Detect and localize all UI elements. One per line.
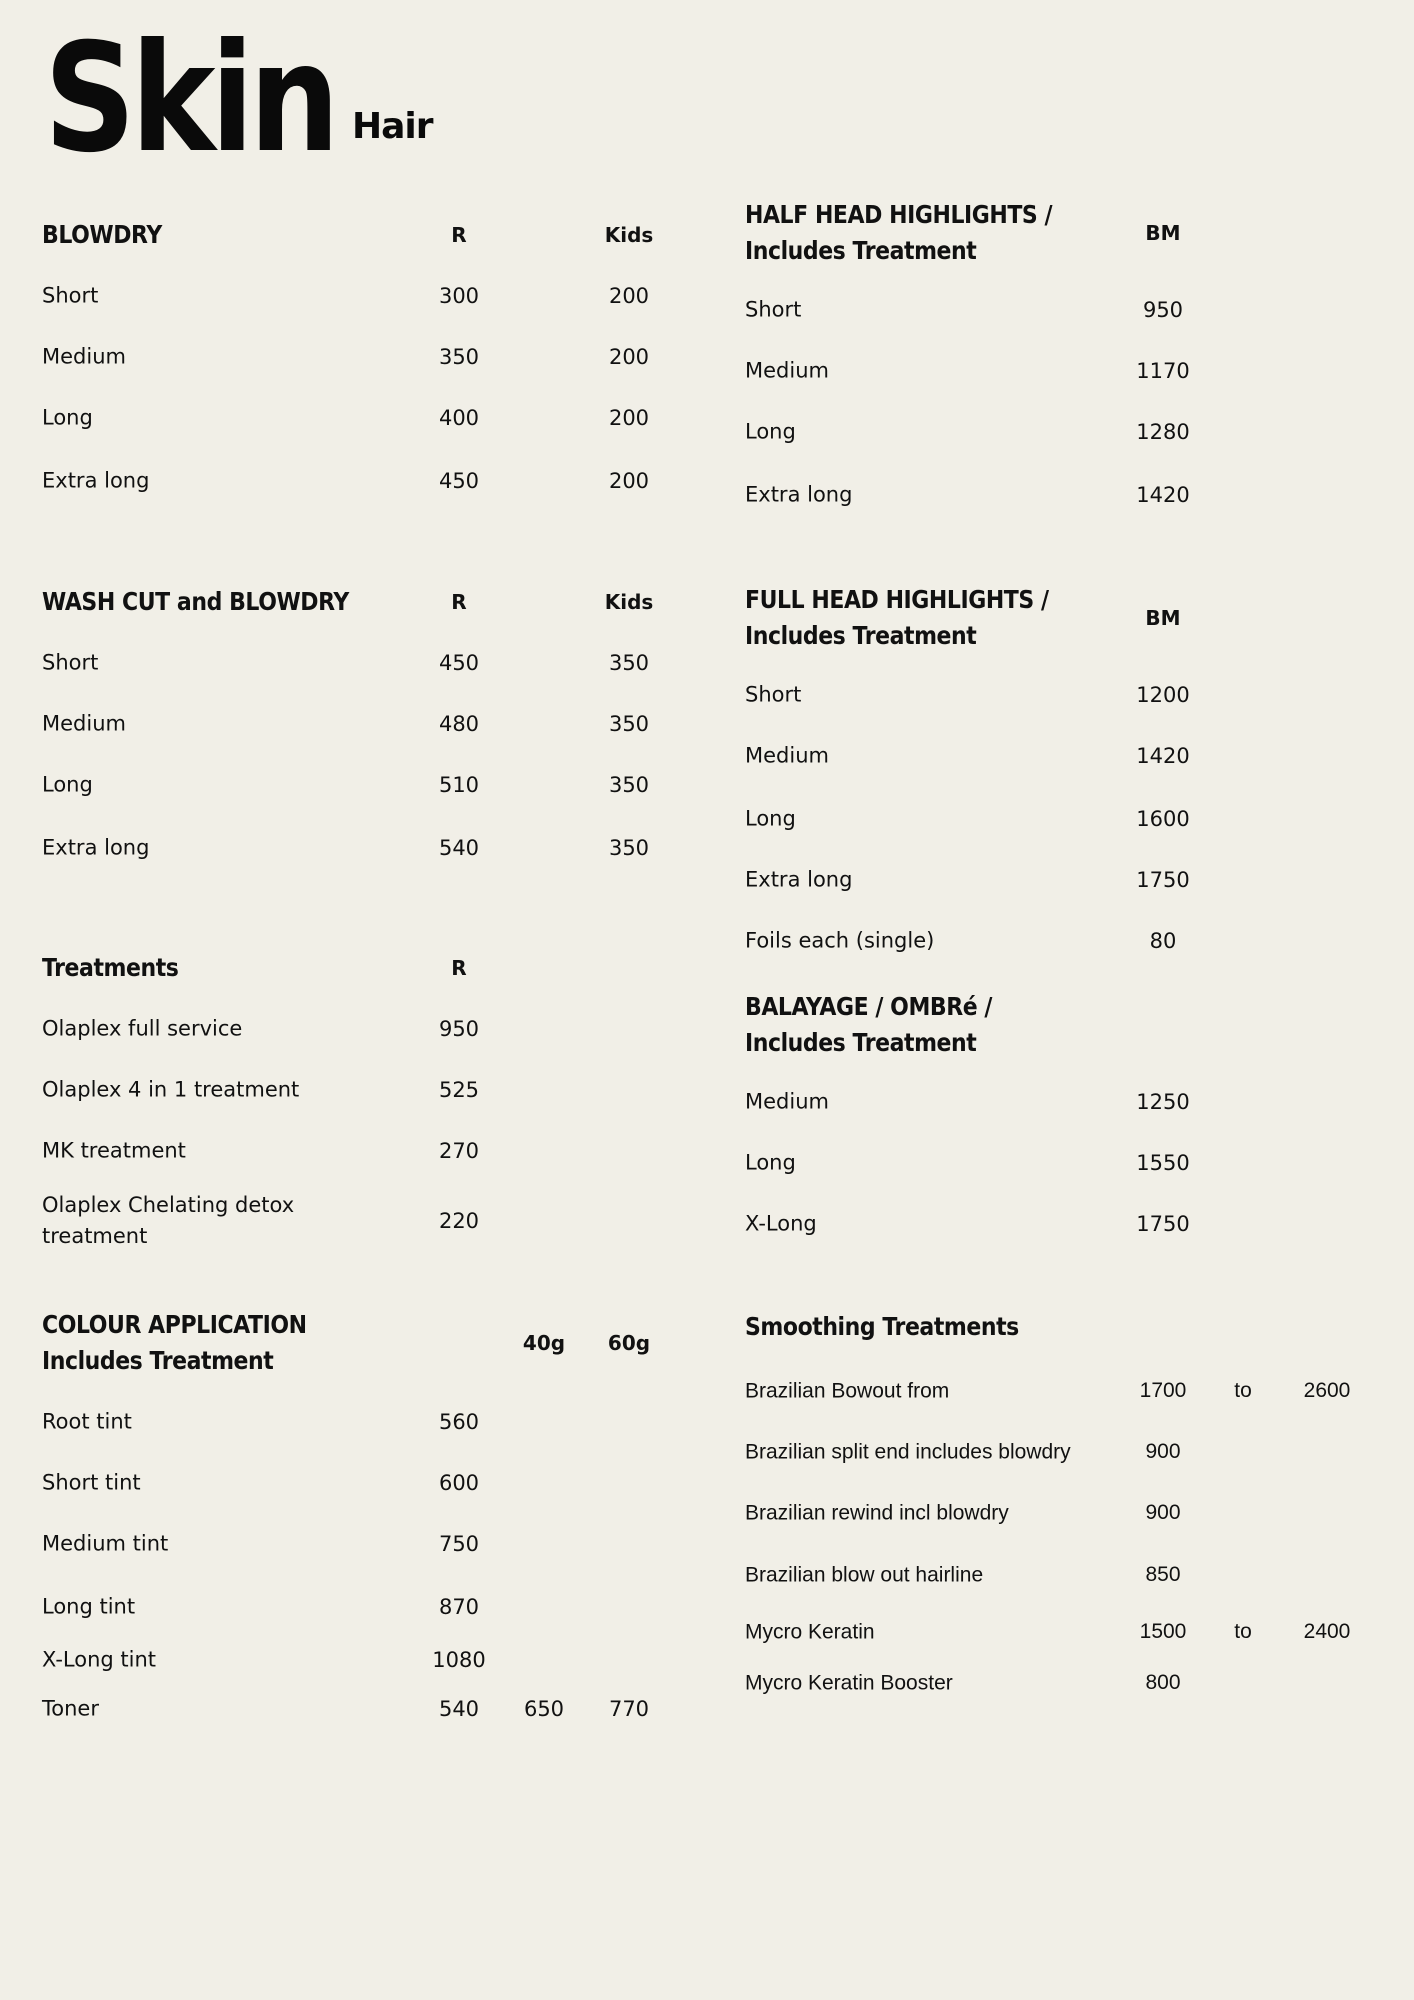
item-label: Short xyxy=(745,297,802,322)
item-price: 950 xyxy=(438,1017,480,1041)
item-label: Toner xyxy=(42,1696,99,1721)
item-label: Extra long xyxy=(745,867,853,892)
item-price: 650 xyxy=(523,1697,565,1721)
item-label: Olaplex full service xyxy=(42,1016,243,1041)
item-price: 560 xyxy=(438,1410,480,1434)
item-price: 900 xyxy=(1145,1501,1181,1524)
item-label: Mycro Keratin xyxy=(745,1620,875,1644)
item-price: 950 xyxy=(1142,298,1184,322)
item-price: 450 xyxy=(438,651,480,675)
section-title-line: Treatments xyxy=(42,953,179,982)
item-price: 1170 xyxy=(1136,359,1190,383)
item-label: Long xyxy=(745,1150,796,1175)
item-price: 1600 xyxy=(1136,807,1190,831)
brand-subtitle: Hair xyxy=(352,106,433,147)
item-label: Medium xyxy=(745,1089,829,1114)
item-price: 450 xyxy=(438,469,480,493)
item-price: 200 xyxy=(608,284,650,308)
item-label: Brazilian Bowout from xyxy=(745,1379,950,1403)
range-separator: to xyxy=(1234,1620,1252,1643)
column-header: Kids xyxy=(604,590,654,614)
item-price: 200 xyxy=(608,469,650,493)
item-price: 1420 xyxy=(1136,483,1190,507)
item-label: Short xyxy=(42,283,99,308)
item-price: 300 xyxy=(438,284,480,308)
item-label: Extra long xyxy=(42,468,150,493)
item-price: 1280 xyxy=(1136,420,1190,444)
section-title-line: Includes Treatment xyxy=(745,1028,977,1057)
item-label: Medium xyxy=(42,711,126,736)
column-header: BM xyxy=(1145,221,1181,245)
section-title-line: HALF HEAD HIGHLIGHTS / xyxy=(745,200,1053,229)
item-price: 1080 xyxy=(432,1648,486,1672)
item-label: Long xyxy=(42,772,93,797)
item-price: 270 xyxy=(438,1139,480,1163)
item-label: Extra long xyxy=(42,835,150,860)
item-label: Olaplex Chelating detox treatment xyxy=(42,1193,295,1248)
item-price: 540 xyxy=(438,1697,480,1721)
item-label: MK treatment xyxy=(42,1138,186,1163)
item-label: X-Long tint xyxy=(42,1647,157,1672)
item-price: 750 xyxy=(438,1532,480,1556)
section-title xyxy=(745,197,1052,269)
brand-logo: Skin xyxy=(44,12,335,186)
column-header: BM xyxy=(1145,606,1181,630)
item-price: 2600 xyxy=(1303,1379,1351,1402)
item-label: Mycro Keratin Booster xyxy=(745,1671,953,1695)
item-price: 480 xyxy=(438,712,480,736)
section-title xyxy=(42,217,162,253)
item-label: Short tint xyxy=(42,1470,141,1495)
item-price: 1750 xyxy=(1136,1212,1190,1236)
item-label: Brazilian split end includes blowdry xyxy=(745,1440,1071,1464)
item-price: 850 xyxy=(1145,1563,1181,1586)
item-label: Medium xyxy=(42,344,126,369)
item-label: Long xyxy=(745,806,796,831)
item-price: 510 xyxy=(438,773,480,797)
item-price: 350 xyxy=(608,712,650,736)
column-header: R xyxy=(451,956,467,980)
item-price: 400 xyxy=(438,406,480,430)
section-title-line: COLOUR APPLICATION xyxy=(42,1310,307,1339)
section-title-line: Includes Treatment xyxy=(745,621,977,650)
item-price: 1700 xyxy=(1139,1379,1187,1402)
section-title-line: Smoothing Treatments xyxy=(745,1312,1019,1341)
item-price: 200 xyxy=(608,406,650,430)
column-header: Kids xyxy=(604,223,654,247)
range-separator: to xyxy=(1234,1379,1252,1402)
section-title-line: FULL HEAD HIGHLIGHTS / xyxy=(745,585,1049,614)
column-header: 60g xyxy=(607,1331,651,1355)
section-title-line: WASH CUT and BLOWDRY xyxy=(42,587,349,616)
section-title xyxy=(745,582,1049,654)
item-price: 1500 xyxy=(1139,1620,1187,1643)
item-price: 220 xyxy=(438,1209,480,1233)
item-label: Long xyxy=(42,405,93,430)
section-title-line: BLOWDRY xyxy=(42,220,162,249)
item-label: Medium xyxy=(745,743,829,768)
section-title-line: BALAYAGE / OMBRé / xyxy=(745,992,993,1021)
item-label: Brazilian rewind incl blowdry xyxy=(745,1501,1009,1525)
item-price: 350 xyxy=(608,836,650,860)
item-label: Olaplex 4 in 1 treatment xyxy=(42,1077,300,1102)
item-label: Foils each (single) xyxy=(745,928,935,953)
section-title-line: Includes Treatment xyxy=(745,236,977,265)
section-title xyxy=(745,1309,1019,1345)
item-price: 350 xyxy=(438,345,480,369)
section-title-line: Includes Treatment xyxy=(42,1346,274,1375)
item-price: 870 xyxy=(438,1595,480,1619)
item-price: 1550 xyxy=(1136,1151,1190,1175)
item-label: Root tint xyxy=(42,1409,132,1434)
item-price: 200 xyxy=(608,345,650,369)
item-price: 350 xyxy=(608,651,650,675)
item-label: Medium tint xyxy=(42,1531,169,1556)
item-price: 800 xyxy=(1145,1671,1181,1694)
item-label: Short xyxy=(42,650,99,675)
item-price: 1250 xyxy=(1136,1090,1190,1114)
section-title xyxy=(42,584,349,620)
item-label: Extra long xyxy=(745,482,853,507)
item-price: 540 xyxy=(438,836,480,860)
item-price: 770 xyxy=(608,1697,650,1721)
item-label: Short xyxy=(745,682,802,707)
item-label: Long tint xyxy=(42,1594,136,1619)
item-label: Brazilian blow out hairline xyxy=(745,1563,984,1587)
item-label: Medium xyxy=(745,358,829,383)
item-price: 1420 xyxy=(1136,744,1190,768)
column-header: R xyxy=(451,223,467,247)
item-price: 2400 xyxy=(1303,1620,1351,1643)
item-price: 1200 xyxy=(1136,683,1190,707)
section-title xyxy=(745,989,992,1061)
item-price: 900 xyxy=(1145,1440,1181,1463)
item-price: 525 xyxy=(438,1078,480,1102)
item-label: Long xyxy=(745,419,796,444)
item-price: 350 xyxy=(608,773,650,797)
column-header: R xyxy=(451,590,467,614)
item-price: 600 xyxy=(438,1471,480,1495)
column-header: 40g xyxy=(522,1331,566,1355)
section-title xyxy=(42,1307,307,1379)
section-title xyxy=(42,950,178,986)
item-label: X-Long xyxy=(745,1211,817,1236)
item-price: 80 xyxy=(1149,929,1177,953)
item-price: 1750 xyxy=(1136,868,1190,892)
